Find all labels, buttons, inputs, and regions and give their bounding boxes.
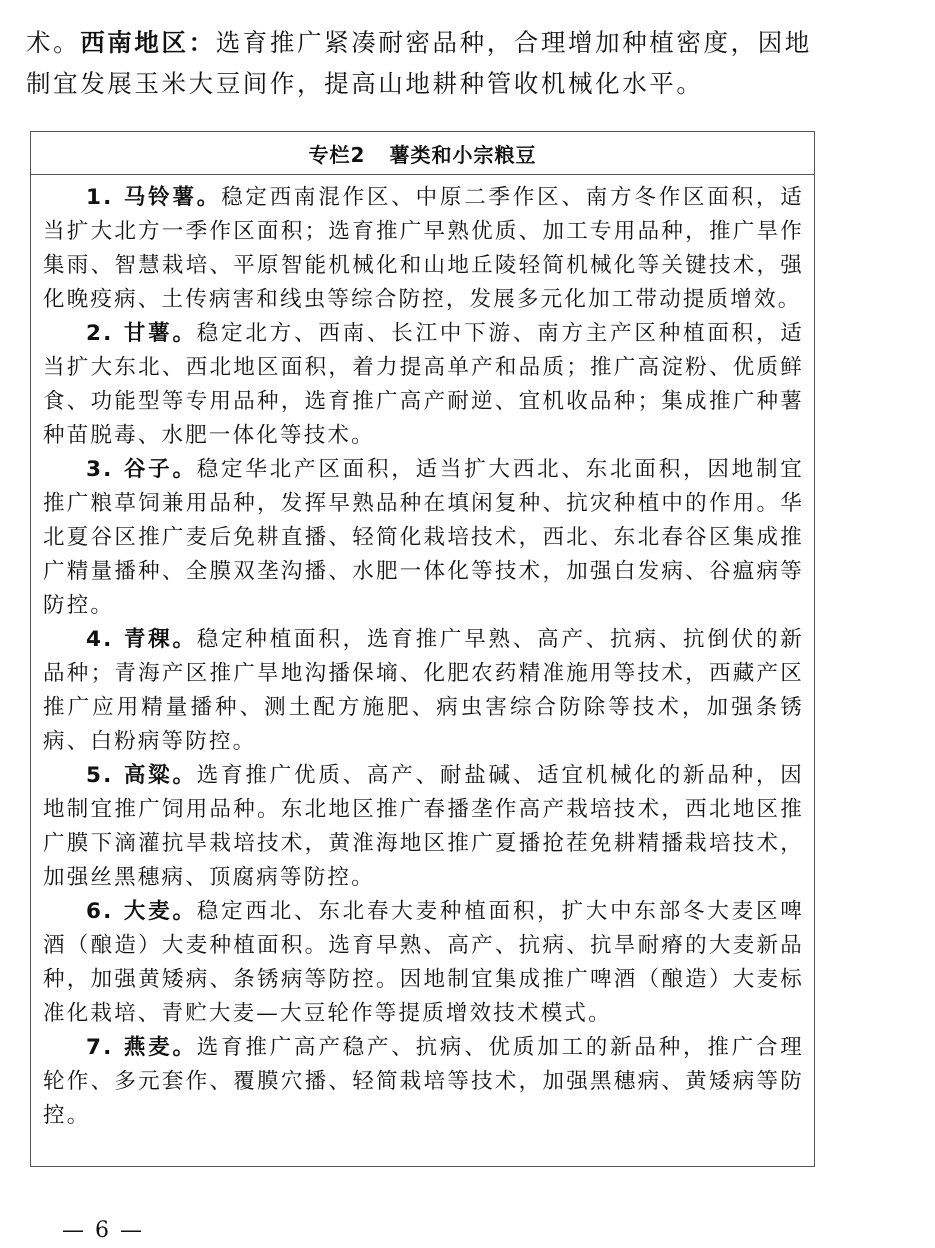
crop-text: 稳定种植面积，选育推广早熟、高产、抗病、抗倒伏的新品种；青海产区推广旱地沟播保墒、化肥农药精准施用等技术，西藏产区推广应用精量播种、测土配方施肥、病虫害综合防除等技术，加强条锈病、白粉病等防控。 <box>43 627 804 754</box>
crop-heading: 5. 高粱。 <box>86 763 197 788</box>
crop-item-millet <box>43 453 804 623</box>
intro-lead: 术。 <box>26 28 81 57</box>
column-body <box>31 175 814 1133</box>
column-title-number: 专栏2 <box>308 142 366 167</box>
crop-text: 稳定西南混作区、中原二季作区、南方冬作区面积，适当扩大北方一季作区面积；选育推广早熟优质、加工专用品种，推广旱作集雨、智慧栽培、平原智能机械化和山地丘陵轻简机械化等关键技术，强化晚疫病、土传病害和线虫等综合防控，发展多元化加工带动提质增效。 <box>43 185 805 312</box>
crop-item-oat <box>43 1031 804 1133</box>
crop-item-highland-barley <box>43 623 804 759</box>
crop-item-potato <box>43 181 804 317</box>
column-box <box>30 131 815 1167</box>
crop-heading: 6. 大麦。 <box>86 899 197 924</box>
crop-heading: 3. 谷子。 <box>86 457 197 482</box>
crop-heading: 4. 青稞。 <box>86 627 197 652</box>
column-title-text: 薯类和小宗粮豆 <box>389 142 537 167</box>
crop-item-sweet-potato <box>43 317 804 453</box>
crop-item-sorghum <box>43 759 804 895</box>
crop-heading: 2. 甘薯。 <box>86 321 197 346</box>
crop-heading: 1. 马铃薯。 <box>86 185 222 210</box>
crop-text: 稳定西北、东北春大麦种植面积，扩大中东部冬大麦区啤酒（酿造）大麦种植面积。选育早熟、高产、抗病、抗旱耐瘠的大麦新品种，加强黄矮病、条锈病等防控。因地制宜集成推广啤酒（酿造）大麦标准化栽培、青贮大麦—大豆轮作等提质增效技术模式。 <box>43 899 804 1026</box>
crop-item-barley <box>43 895 804 1031</box>
page-number: — 6 — <box>62 1218 144 1243</box>
intro-text: 选育推广紧凑耐密品种，合理增加种植密度，因地制宜发展玉米大豆间作，提高山地耕种管收机械化水平。 <box>26 28 812 98</box>
intro-paragraph <box>26 22 826 104</box>
crop-text: 选育推广高产稳产、抗病、优质加工的新品种，推广合理轮作、多元套作、覆膜穴播、轻简栽培等技术，加强黑穗病、黄矮病等防控。 <box>43 1035 804 1128</box>
crop-text: 选育推广优质、高产、耐盐碱、适宜机械化的新品种，因地制宜推广饲用品种。东北地区推广春播垄作高产栽培技术，西北地区推广膜下滴灌抗旱栽培技术，黄淮海地区推广夏播抢茬免耕精播栽培技术，加强丝黑穗病、顶腐病等防控。 <box>43 763 804 890</box>
crop-text: 稳定华北产区面积，适当扩大西北、东北面积，因地制宜推广粮草饲兼用品种，发挥早熟品种在填闲复种、抗灾种植中的作用。华北夏谷区推广麦后免耕直播、轻简化栽培技术，西北、东北春谷区集成推广精量播种、全膜双垄沟播、水肥一体化等技术，加强白发病、谷瘟病等防控。 <box>43 457 804 618</box>
intro-heading: 西南地区： <box>80 28 216 57</box>
column-title <box>31 132 814 175</box>
crop-text: 稳定北方、西南、长江中下游、南方主产区种植面积，适当扩大东北、西北地区面积，着力提高单产和品质；推广高淀粉、优质鲜食、功能型等专用品种，选育推广高产耐逆、宜机收品种；集成推广种薯种苗脱毒、水肥一体化等技术。 <box>43 321 804 448</box>
crop-heading: 7. 燕麦。 <box>86 1035 197 1060</box>
